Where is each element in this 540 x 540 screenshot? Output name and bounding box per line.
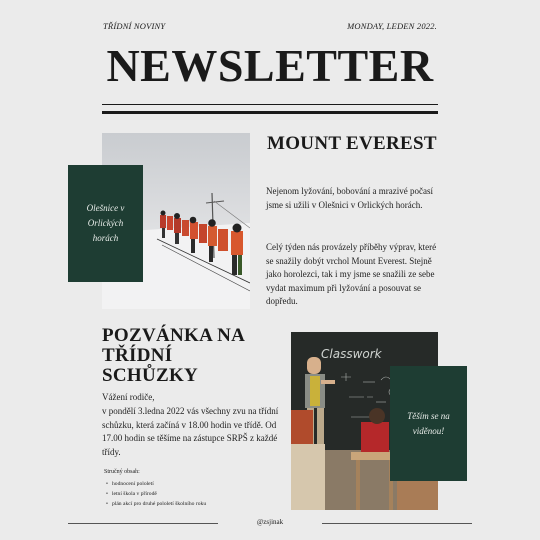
classroom-photo-caption: Těším se na viděnou!: [390, 366, 467, 481]
summary-list: [106, 479, 206, 509]
summary-item: • hodnocení pololetí: [106, 479, 206, 489]
summary-title: Stručný obsah:: [104, 469, 140, 475]
everest-article-title: MOUNT EVEREST: [267, 133, 437, 154]
summary-item: • plán akcí pro druhé pololetí školního roku: [106, 499, 206, 509]
board-text: Classwork: [321, 347, 382, 361]
newsletter-label: TŘÍDNÍ NOVINY: [103, 21, 166, 31]
issue-date: MONDAY, LEDEN 2022.: [347, 21, 437, 31]
everest-paragraph-2: Celý týden nás provázely příběhy výprav, které se snažily dobýt vrchol Mount Everest. Stejně jako horolezci, tak i my jsme se snažili ze sebe vydat maximum při lyžování a posouvat se dopředu.: [266, 242, 437, 306]
masthead-rule-thin: [102, 104, 438, 105]
masthead-rule-thick: [102, 111, 438, 114]
meeting-greeting: Vážení rodiče,: [102, 392, 155, 402]
meeting-paragraph: v pondělí 3.ledna 2022 vás všechny zvu na třídní schůzku, která začíná v 18.00 hodin ve třídě. Od 17.00 hodin se těšíme na zástupce SRPŠ z každé třídy.: [102, 406, 279, 457]
masthead-title: NEWSLETTER: [106, 40, 434, 91]
everest-paragraph-1: Nejenom lyžování, bobování a mrazivé počasí jsme si užili v Olešnici v Orlických horách.: [266, 186, 433, 210]
summary-item: • letní škola v přírodě: [106, 489, 206, 499]
meeting-article-title: POZVÁNKA NA TŘÍDNÍ SCHŮZKY: [102, 325, 245, 386]
ski-photo-caption: Olešnice v Orlických horách: [68, 165, 143, 282]
social-handle: @zsjinak: [256, 518, 284, 526]
